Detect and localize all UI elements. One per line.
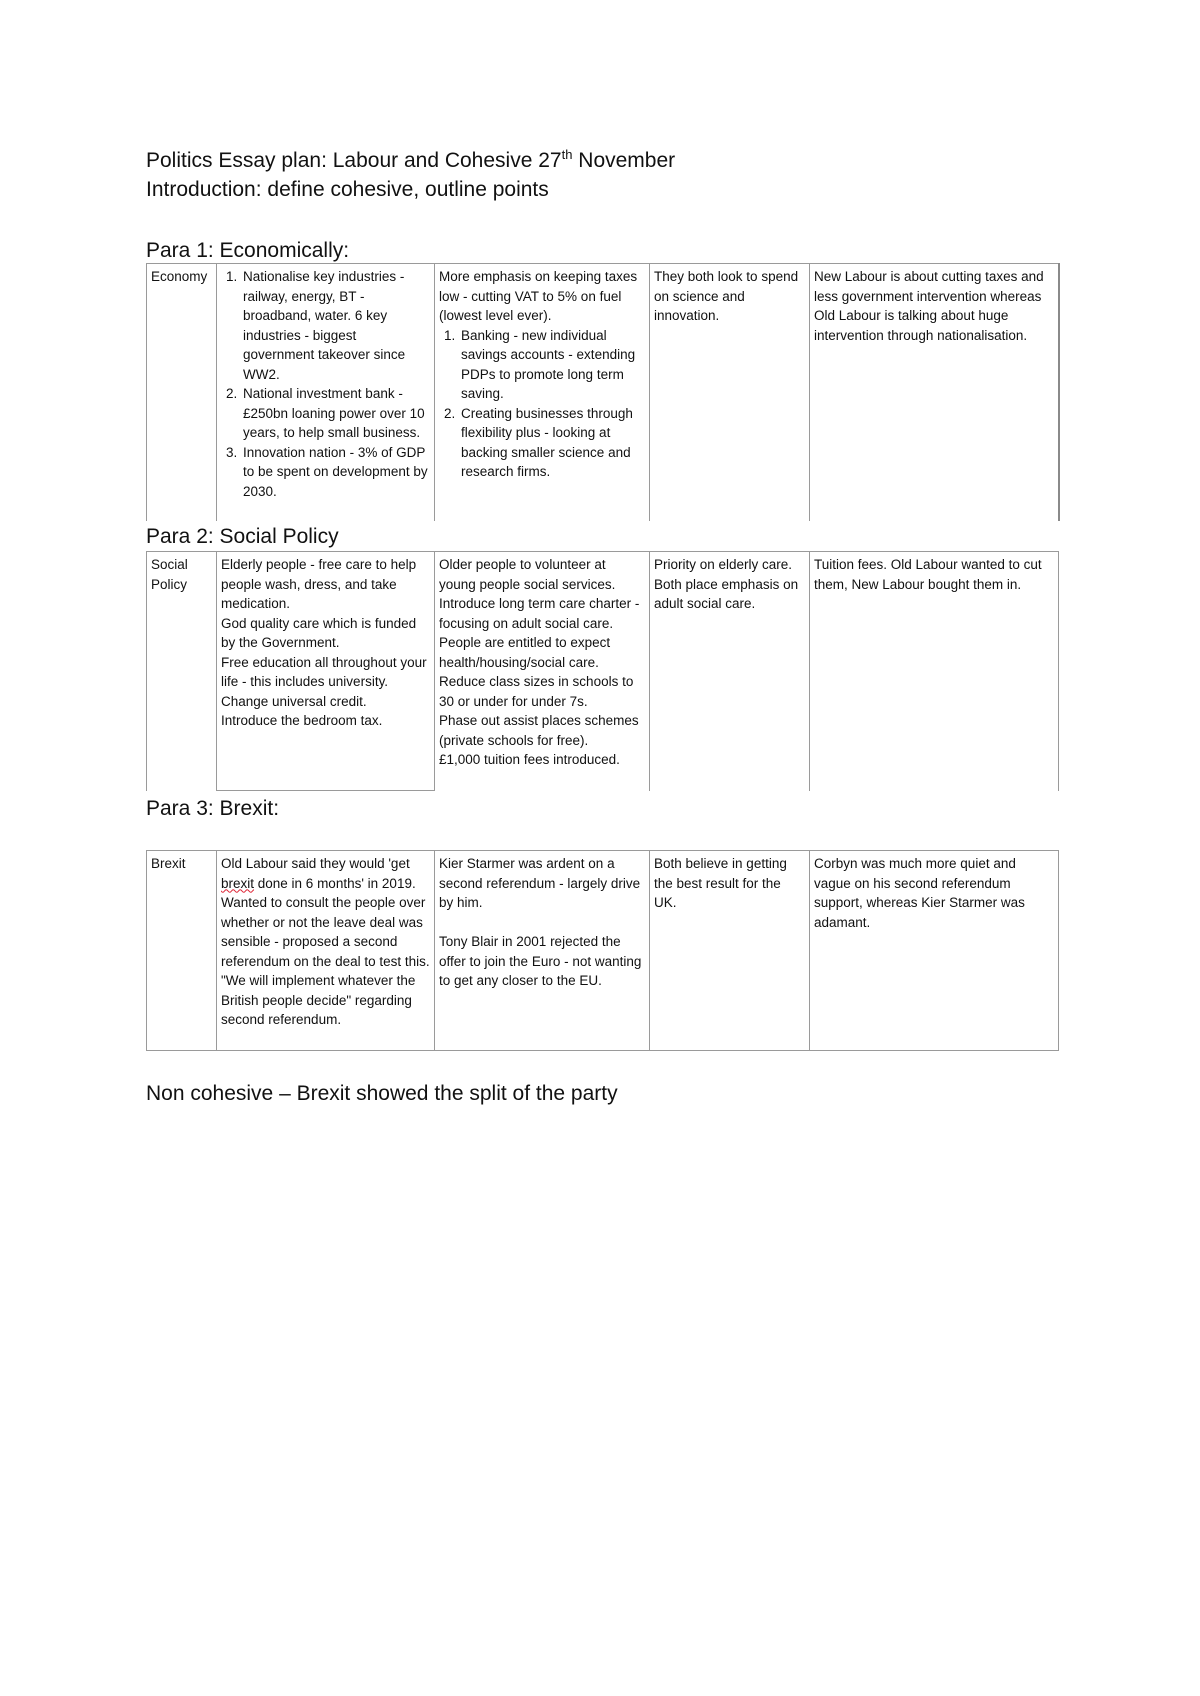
brexit-table [146,850,1059,1051]
introduction-line: Introduction: define cohesive, outline points [146,178,549,201]
para1-heading: Para 1: Economically: [146,239,350,262]
cell-text: "We will implement whatever the British people decide" regarding second referendum. [221,973,416,1027]
cell-text: Introduce the bedroom tax. [221,713,383,728]
table-row [147,851,1059,1051]
cell-text: Elderly people - free care to help people wash, dress, and take medication. [221,557,417,611]
brexit-new-labour-cell [435,851,650,1051]
row-label: Social Policy [147,552,217,791]
list-item: 2. National investment bank - £250bn loaning power over 10 years, to help small business. [241,384,430,443]
cell-text: Kier Starmer was ardent on a second referendum - largely drive by him. [439,856,641,910]
cell-text: Tony Blair in 2001 rejected the offer to join the Euro - not wanting to get any closer to the EU. [439,934,642,988]
cell-text: Introduce long term care charter - focusing on adult social care. People are entitled to expect health/housing/social care. [439,596,640,670]
social-difference-cell: Tuition fees. Old Labour wanted to cut them, New Labour bought them in. [810,552,1059,791]
row-label: Brexit [147,851,217,1051]
row-label: Economy [147,264,217,522]
cell-text: God quality care which is funded by the Government. [221,615,417,650]
cell-text: Reduce class sizes in schools to 30 or under for under 7s. [439,674,634,709]
conclusion-line: Non cohesive – Brexit showed the split of the party [146,1082,618,1105]
brexit-old-labour-cell [217,851,435,1051]
economy-new-labour-cell [435,264,650,522]
economy-difference-cell: New Labour is about cutting taxes and less government intervention whereas Old Labour is talking about huge intervention through nationalisation. [810,264,1059,522]
cell-text: Free education all throughout your life - this includes university. [221,654,427,689]
title-superscript: th [561,147,573,162]
list-item: 3. Innovation nation - 3% of GDP to be spent on development by 2030. [241,443,430,502]
table-row [147,552,1059,791]
social-new-labour-cell [435,552,650,791]
brexit-similarity-cell: Both believe in getting the best result for the UK. [650,851,810,1051]
list-item: 2. Creating businesses through flexibility plus - looking at backing smaller science and research firms. [459,404,645,482]
para3-heading: Para 3: Brexit: [146,797,280,820]
cell-text: Phase out assist places schemes (private schools for free). [439,713,639,748]
cell-text [221,854,430,893]
spellcheck-marked-word: brexit [221,875,255,891]
cell-text: Wanted to consult the people over whether or not the leave deal was sensible - proposed a second referendum on the deal to test this. [221,895,430,969]
paragraph-gap [439,913,645,933]
economy-old-labour-cell [217,264,435,522]
cell-text-part: done in 6 months' in 2019. [254,875,416,891]
document-title [146,147,675,175]
table-row [147,264,1059,522]
social-policy-table [146,551,1059,791]
title-tail: November [572,149,676,172]
cell-text: Change universal credit. [221,693,367,709]
cell-text: £1,000 tuition fees introduced. [439,752,620,767]
economy-table [146,263,1060,521]
para2-heading: Para 2: Social Policy [146,525,339,548]
cell-text: Older people to volunteer at young people social services. [439,557,616,592]
cell-text: More emphasis on keeping taxes low - cutting VAT to 5% on fuel (lowest level ever). [439,269,638,323]
numbered-list [221,267,430,501]
economy-similarity-cell: They both look to spend on science and innovation. [650,264,810,522]
cell-text-part: Old Labour said they would 'get [221,856,410,871]
numbered-list [439,326,645,482]
brexit-difference-cell: Corbyn was much more quiet and vague on his second referendum support, whereas Kier Starmer was adamant. [810,851,1059,1051]
list-item: 1. Nationalise key industries - railway, energy, BT - broadband, water. 6 key industries - biggest government takeover since WW2. [241,267,430,384]
social-similarity-cell: Priority on elderly care. Both place emphasis on adult social care. [650,552,810,791]
title-main: Politics Essay plan: Labour and Cohesive 27 [146,149,562,172]
social-old-labour-cell [217,552,435,791]
list-item: 1. Banking - new individual savings accounts - extending PDPs to promote long term saving. [459,326,645,404]
